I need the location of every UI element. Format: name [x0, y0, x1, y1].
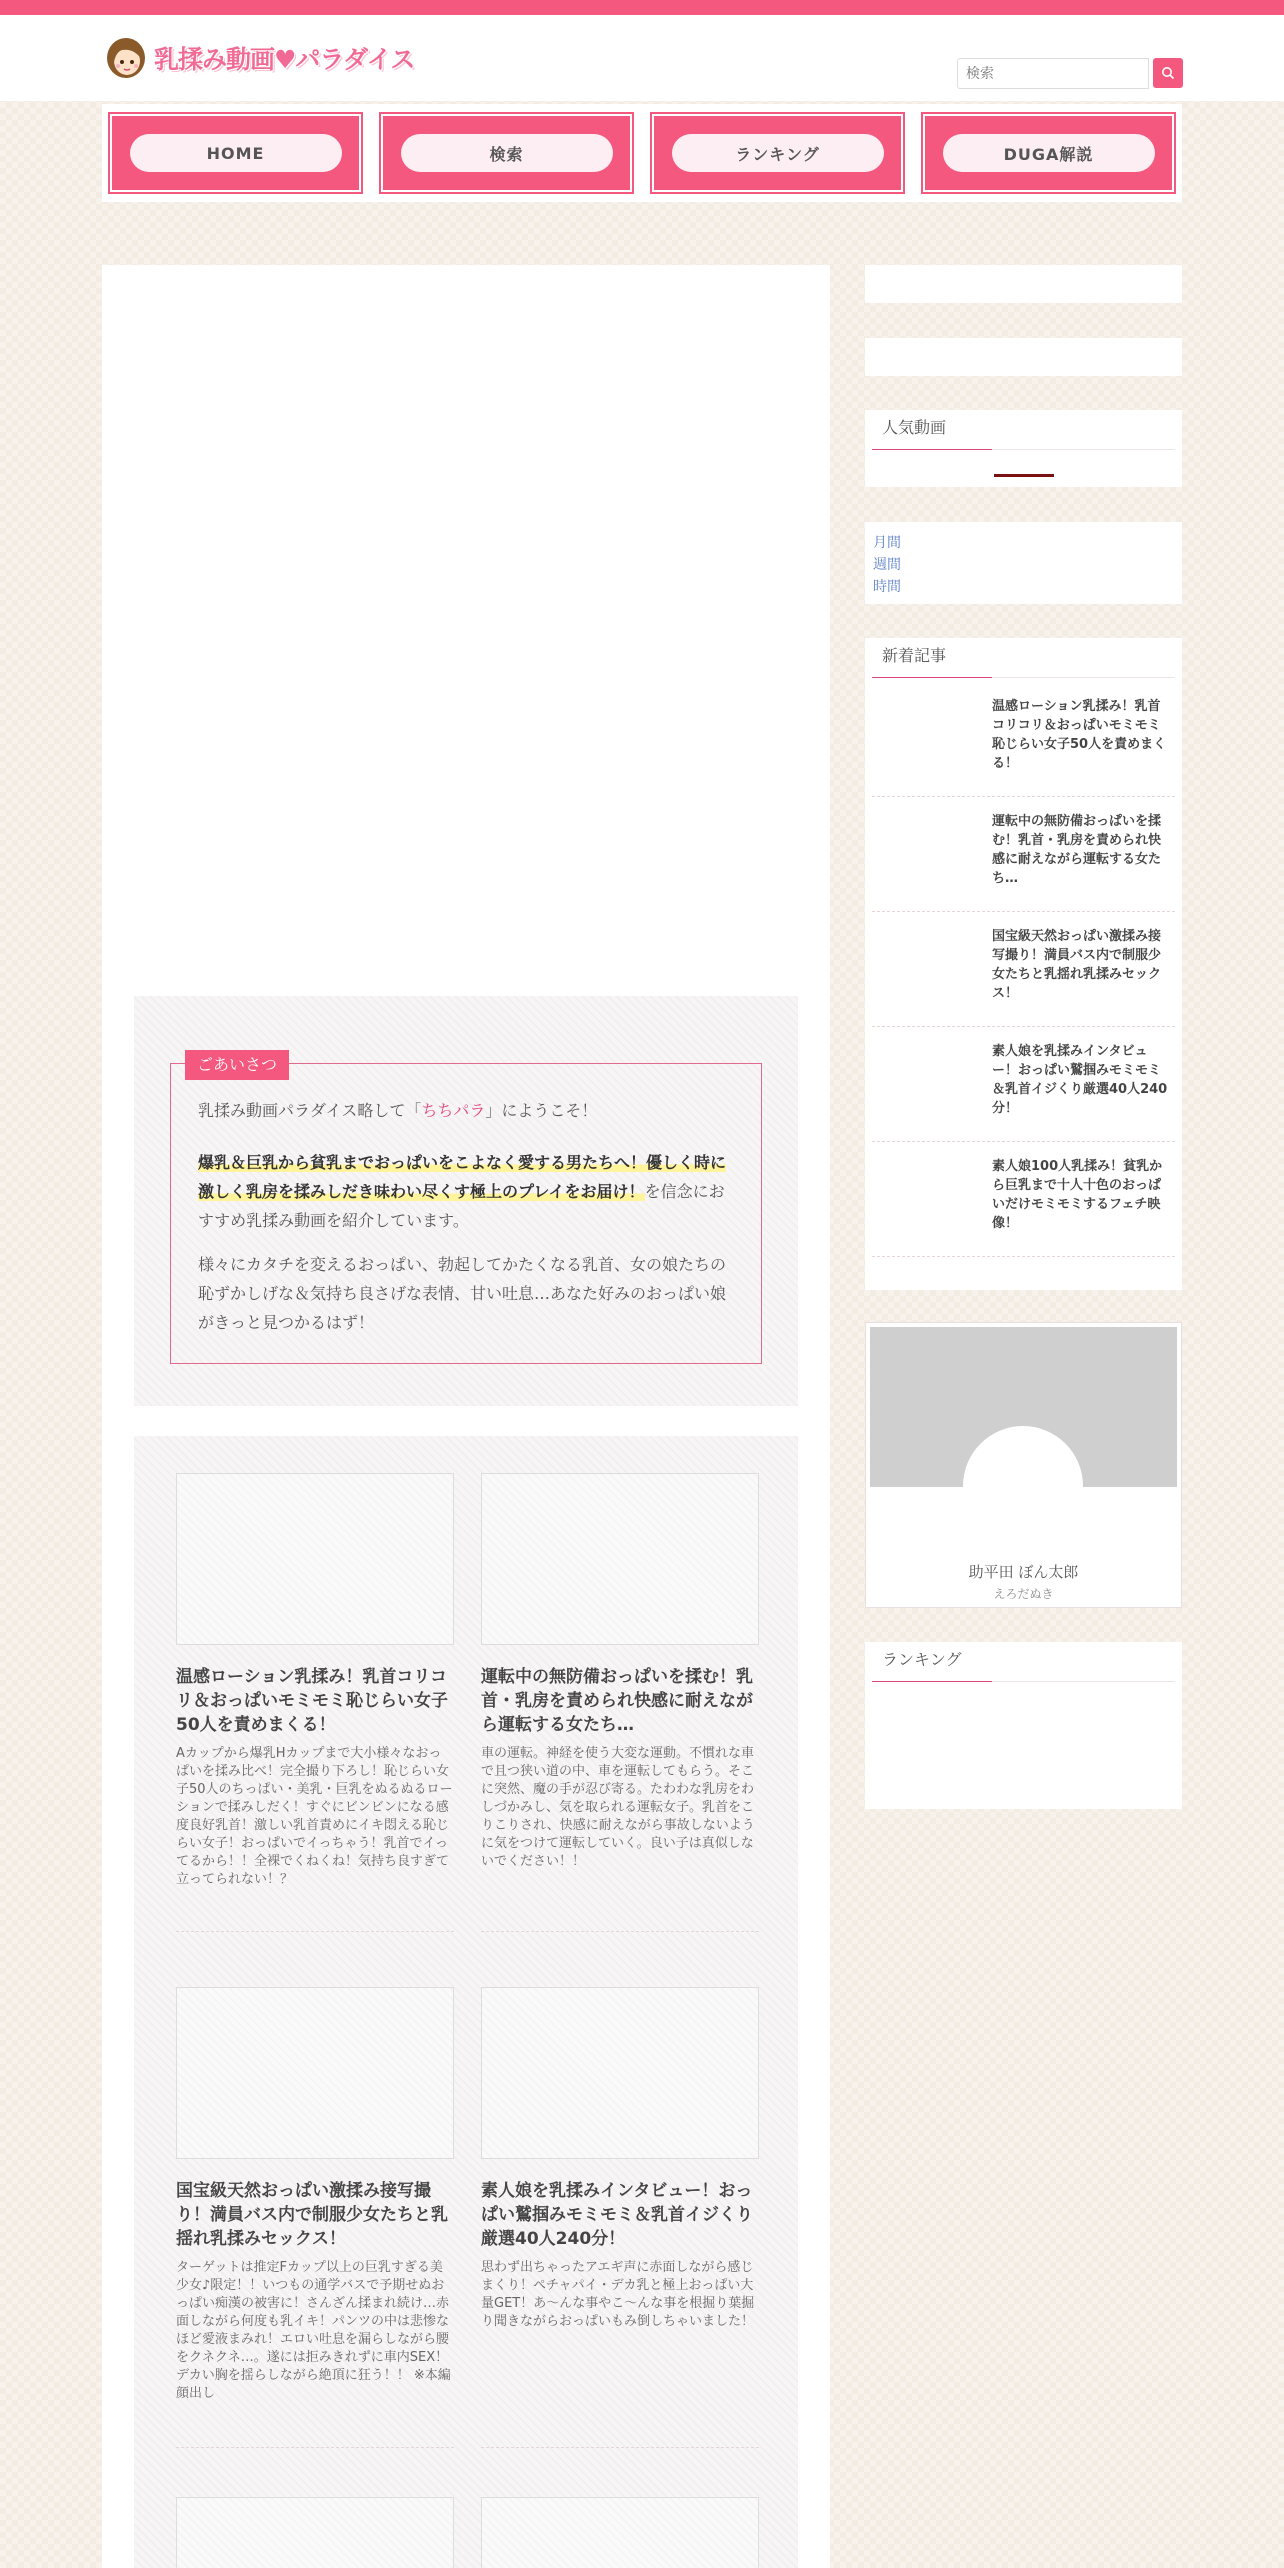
article-thumbnail[interactable]: [481, 1987, 759, 2159]
global-nav: [102, 104, 1182, 202]
card-divider: [481, 2447, 759, 2448]
article-card[interactable]: [481, 1473, 759, 1871]
greeting-label: ごあいさつ: [185, 1050, 289, 1080]
recent-post-thumbnail[interactable]: [882, 812, 982, 898]
article-title[interactable]: 素人娘を乳揉みインタビュー！おっぱい鷲掴みモミモミ＆乳首イジくり厳選40人240分！: [481, 2181, 753, 2249]
logo-girl-icon: [104, 36, 148, 80]
avatar: [963, 1426, 1083, 1546]
article-thumbnail[interactable]: [176, 1987, 454, 2159]
recent-post-item[interactable]: [872, 683, 1175, 797]
recent-post-title[interactable]: 素人娘を乳揉みインタビュー！おっぱい鷲掴みモミモミ＆乳首イジくり厳選40人240分！: [992, 1044, 1168, 1116]
main-content: [102, 265, 830, 2568]
greeting-mission: [198, 1148, 738, 1235]
article-card[interactable]: [176, 1987, 454, 2403]
greeting-intro-text: 乳揉み動画パラダイス略して「: [198, 1101, 422, 1120]
article-card[interactable]: [176, 1473, 454, 1889]
article-title[interactable]: 国宝級天然おっぱい激揉み接写撮り！満員バス内で制服少女たちと乳揺れ乳揉みセックス！: [176, 2181, 448, 2249]
search-icon: [1161, 66, 1175, 80]
card-divider: [176, 2447, 454, 2448]
widget-title: 人気動画: [872, 410, 1175, 450]
profile-name: 助平田 ぼん太郎: [968, 1563, 1079, 1581]
recent-post-title[interactable]: 素人娘100人乳揉み！貧乳から巨乳まで十人十色のおっぱいだけモミモミするフェチ映像！: [992, 1159, 1163, 1231]
article-thumbnail[interactable]: [176, 2497, 454, 2568]
greeting-site-nickname: ちちパラ: [421, 1101, 486, 1120]
recent-post-item[interactable]: [872, 1028, 1175, 1142]
ranking-widget: [865, 1642, 1182, 1809]
greeting-intro: [198, 1096, 738, 1125]
search-form: [957, 58, 1183, 89]
card-divider: [481, 1931, 759, 1932]
article-excerpt: 車の運転。神経を使う大変な運動。不慣れな車で且つ狭い道の中、車を運転してもらう。そこに突然、魔の手が忍び寄る。たわわな乳房をわしづかみし、気を取られる運転女子。乳首をこりこりされ、快感に耐えながら事故しないように気をつけて運転していく。良い子は真似しないでください！！: [481, 1746, 755, 1869]
widget-title: ランキング: [872, 1642, 1175, 1682]
ranking-tabs-widget: [865, 522, 1182, 604]
sidebar-widget-empty: [865, 265, 1182, 303]
profile-subtitle: えろだぬき: [993, 1587, 1054, 1601]
greeting-box: [170, 1055, 762, 1364]
loading-bar: [994, 474, 1054, 477]
site-header: [0, 15, 1284, 101]
popular-videos-widget: [865, 410, 1182, 487]
nav-label: DUGA解説: [943, 134, 1155, 172]
greeting-description: 様々にカタチを変えるおっぱい、勃起してかたくなる乳首、女の娘たちの恥ずかしげな＆気持ち良さげな表情、甘い吐息…あなた好みのおっぱい娘がきっと見つかるはず！: [198, 1255, 727, 1332]
card-divider: [176, 1931, 454, 1932]
search-button[interactable]: [1153, 58, 1183, 88]
search-input[interactable]: [957, 58, 1149, 89]
nav-label: HOME: [130, 134, 342, 172]
recent-post-title[interactable]: 国宝級天然おっぱい激揉み接写撮り！満員バス内で制服少女たちと乳揺れ乳揉みセックス！: [992, 929, 1162, 1001]
nav-label: 検索: [401, 134, 613, 172]
article-excerpt: Aカップから爆乳Hカップまで大小様々なおっぱいを揉み比べ！完全撮り下ろし！恥じらい女子50人のちっぱい・美乳・巨乳をぬるぬるローションで揉みしだく！すぐにビンビンになる感度良好乳首！激しい乳首責めにイキ悶える恥じらい女子！おっぱいでイっちゃう！乳首でイってるから！！全裸でくねくね！気持ち良すぎて立ってられない！？: [176, 1746, 453, 1887]
widget-title: 新着記事: [872, 638, 1175, 678]
nav-item-duga[interactable]: [921, 112, 1176, 194]
article-excerpt: 思わず出ちゃったアエギ声に赤面しながら感じまくり！ペチャパイ・デカ乳と極上おっぱい大量GET！あ～んな事やこ～んな事を根掘り葉掘り聞きながらおっぱいもみ倒しちゃいました！: [481, 2260, 755, 2329]
recent-post-item[interactable]: [872, 913, 1175, 1027]
profile-widget: [865, 1322, 1182, 1608]
sidebar-widget-empty: [865, 338, 1182, 376]
article-card[interactable]: [481, 1987, 759, 2331]
recent-post-title[interactable]: 運転中の無防備おっぱいを揉む！乳首・乳房を責められ快感に耐えながら運転する女たち…: [992, 814, 1162, 886]
greeting-highlight: 爆乳＆巨乳から貧乳までおっぱいをこよなく愛する男たちへ！優しく時に激しく乳房を揉みしだき味わい尽くす極上のプレイをお届け！: [198, 1153, 727, 1201]
tab-hourly[interactable]: 時間: [873, 579, 901, 595]
article-list: [134, 1436, 798, 2568]
article-thumbnail[interactable]: [481, 2497, 759, 2568]
nav-item-search[interactable]: [379, 112, 634, 194]
tab-monthly[interactable]: 月間: [873, 535, 901, 551]
article-card[interactable]: [481, 2497, 759, 2568]
site-title: 乳揉み動画♥パラダイス: [154, 45, 415, 74]
nav-label: ランキング: [672, 134, 884, 172]
recent-post-title[interactable]: 温感ローション乳揉み！乳首コリコリ＆おっぱいモミモミ恥じらい女子50人を責めまくる！: [992, 699, 1167, 771]
article-excerpt: ターゲットは推定Fカップ以上の巨乳すぎる美少女♪限定！！いつもの通学バスで予期せぬおっぱい痴漢の被害に！さんざん揉まれ続け…赤面しながら何度も乳イキ！パンツの中は悲惨なほど愛液まみれ！エロい吐息を漏らしながら腰をクネクネ…。遂には拒みきれずに車内SEX！デカい胸を揺らしながら絶頂に狂う！！ ※本編顔出し: [176, 2260, 451, 2401]
recent-post-thumbnail[interactable]: [882, 1042, 982, 1128]
recent-posts-widget: [865, 638, 1182, 1290]
article-card[interactable]: [176, 2497, 454, 2568]
top-accent-bar: [0, 0, 1284, 15]
greeting-section: [134, 996, 798, 1406]
article-thumbnail[interactable]: [481, 1473, 759, 1645]
recent-post-item[interactable]: [872, 1143, 1175, 1257]
article-thumbnail[interactable]: [176, 1473, 454, 1645]
article-title[interactable]: 温感ローション乳揉み！乳首コリコリ＆おっぱいモミモミ恥じらい女子50人を責めまくる！: [176, 1667, 448, 1735]
greeting-intro-text-end: 」にようこそ！: [485, 1101, 598, 1120]
article-title[interactable]: 運転中の無防備おっぱいを揉む！乳首・乳房を責められ快感に耐えながら運転する女たち…: [481, 1667, 753, 1735]
site-logo[interactable]: [104, 35, 414, 81]
tab-weekly[interactable]: 週間: [873, 557, 901, 573]
recent-post-item[interactable]: [872, 798, 1175, 912]
nav-item-home[interactable]: [108, 112, 363, 194]
recent-post-thumbnail[interactable]: [882, 927, 982, 1013]
recent-post-thumbnail[interactable]: [882, 1157, 982, 1243]
nav-item-ranking[interactable]: [650, 112, 905, 194]
greeting-mission-rest: を信念におすすめ乳揉み動画を紹介しています。: [198, 1182, 725, 1230]
recent-post-thumbnail[interactable]: [882, 697, 982, 783]
